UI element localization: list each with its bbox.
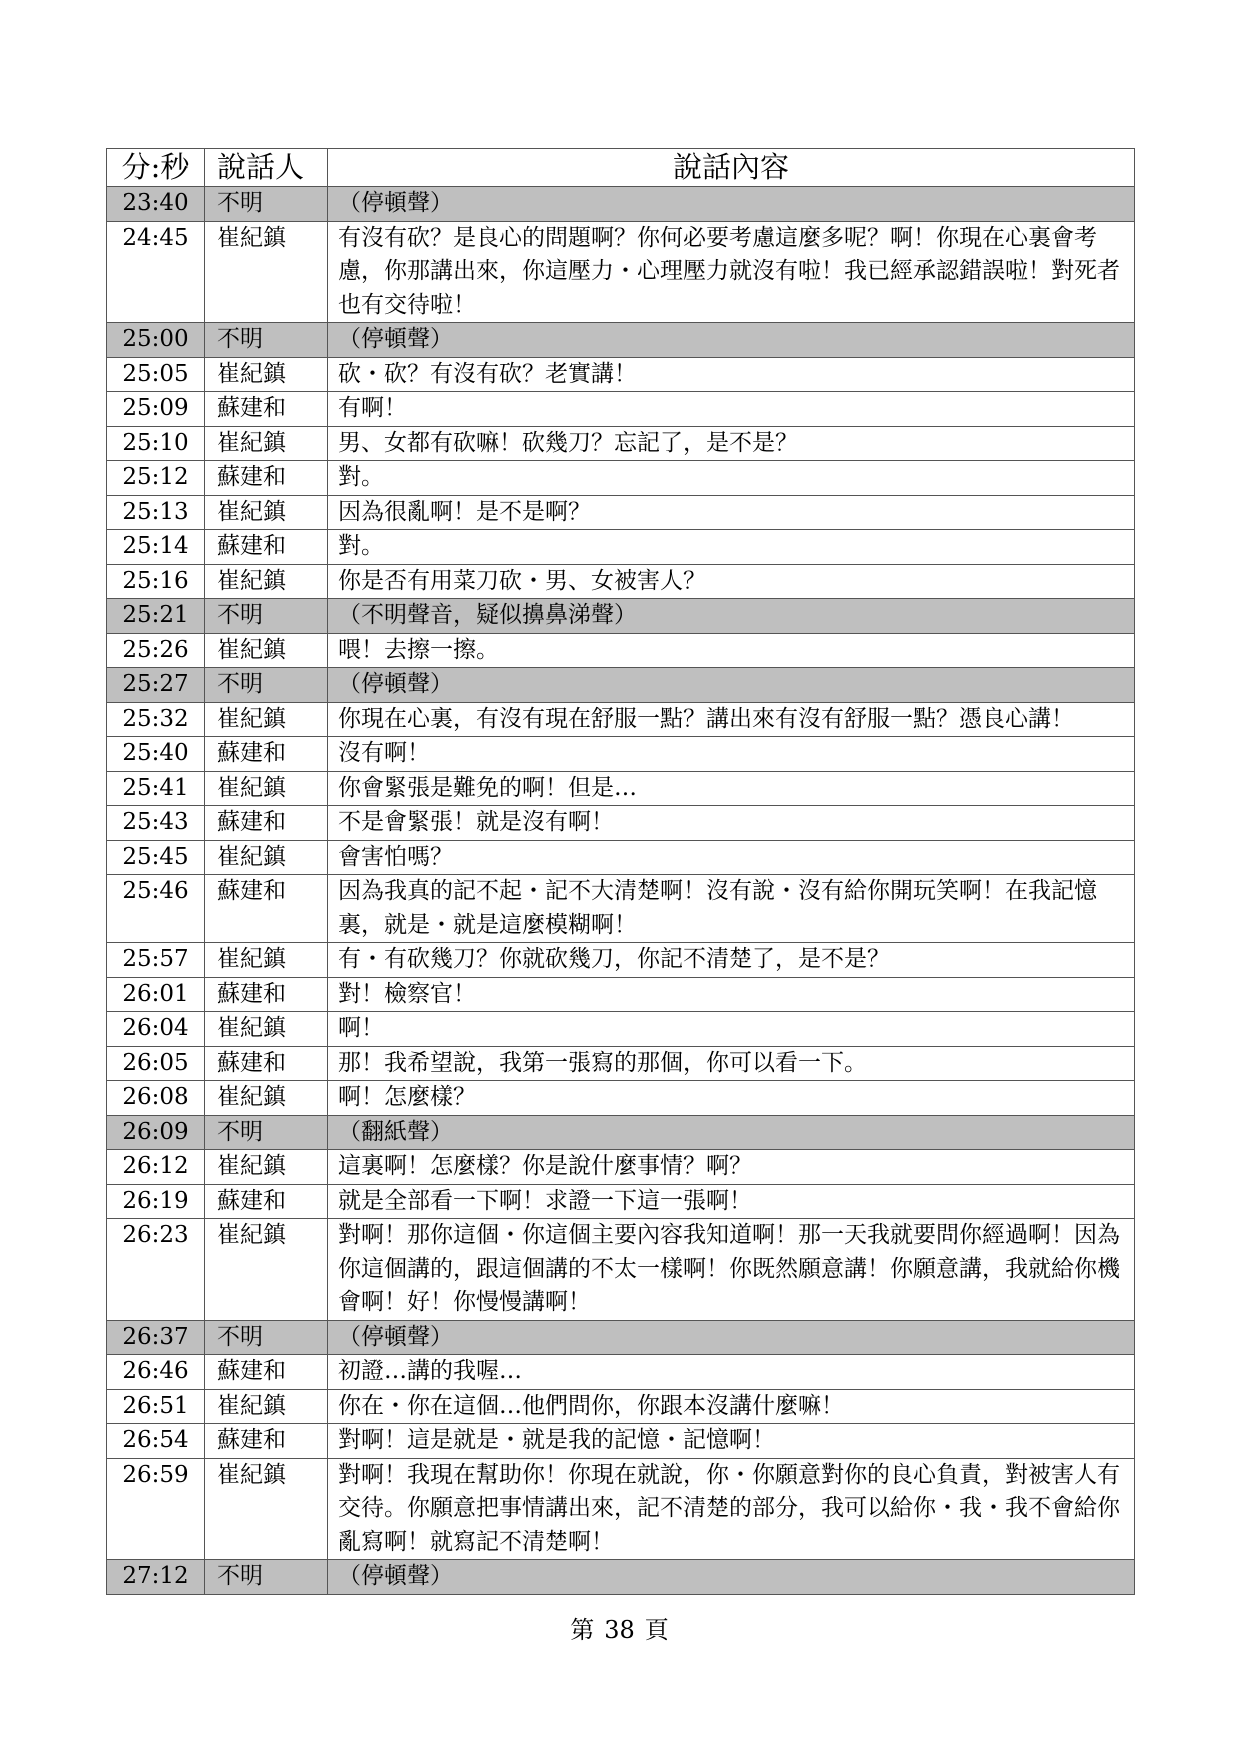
- page-number: 38: [604, 1616, 635, 1644]
- speaker-cell: 崔紀鎮: [205, 221, 328, 323]
- time-cell: 26:23: [107, 1219, 205, 1321]
- speaker-cell: 崔紀鎮: [205, 357, 328, 392]
- content-cell: （停頓聲）: [328, 1320, 1135, 1355]
- time-cell: 25:14: [107, 530, 205, 565]
- content-cell: 你是否有用菜刀砍・男、女被害人？: [328, 564, 1135, 599]
- speaker-cell: 崔紀鎮: [205, 495, 328, 530]
- speaker-cell: 崔紀鎮: [205, 1219, 328, 1321]
- table-row: [107, 426, 1135, 461]
- content-cell: （不明聲音，疑似擤鼻涕聲）: [328, 599, 1135, 634]
- speaker-cell: 崔紀鎮: [205, 840, 328, 875]
- table-row: [107, 1219, 1135, 1321]
- speaker-cell: 不明: [205, 668, 328, 703]
- table-row: [107, 1389, 1135, 1424]
- content-cell: 啊！: [328, 1012, 1135, 1047]
- table-row: [107, 392, 1135, 427]
- time-cell: 25:32: [107, 702, 205, 737]
- page-footer: [0, 1610, 1239, 1645]
- speaker-cell: 崔紀鎮: [205, 426, 328, 461]
- table-row: [107, 1012, 1135, 1047]
- table-row: [107, 495, 1135, 530]
- table-row: [107, 1355, 1135, 1390]
- content-cell: 啊！怎麼樣？: [328, 1081, 1135, 1116]
- speaker-cell: 蘇建和: [205, 1184, 328, 1219]
- content-cell: 會害怕嗎？: [328, 840, 1135, 875]
- content-cell: 有沒有砍？是良心的問題啊？你何必要考慮這麼多呢？啊！你現在心裏會考慮，你那講出來，你這壓力・心理壓力就沒有啦！我已經承認錯誤啦！對死者也有交待啦！: [328, 221, 1135, 323]
- speaker-cell: 不明: [205, 187, 328, 222]
- content-cell: 男、女都有砍嘛！砍幾刀？忘記了，是不是？: [328, 426, 1135, 461]
- speaker-cell: 崔紀鎮: [205, 1012, 328, 1047]
- content-cell: 不是會緊張！就是沒有啊！: [328, 806, 1135, 841]
- speaker-cell: 蘇建和: [205, 392, 328, 427]
- content-cell: 對啊！這是就是・就是我的記憶・記憶啊！: [328, 1424, 1135, 1459]
- header-row: [107, 149, 1135, 187]
- time-cell: 26:37: [107, 1320, 205, 1355]
- content-cell: 這裏啊！怎麼樣？你是說什麼事情？啊？: [328, 1150, 1135, 1185]
- content-cell: 你會緊張是難免的啊！但是…: [328, 771, 1135, 806]
- speaker-cell: 崔紀鎮: [205, 1389, 328, 1424]
- table-row-pause: [107, 1115, 1135, 1150]
- time-cell: 24:45: [107, 221, 205, 323]
- time-cell: 25:05: [107, 357, 205, 392]
- content-cell: （停頓聲）: [328, 323, 1135, 358]
- speaker-cell: 崔紀鎮: [205, 771, 328, 806]
- time-cell: 26:51: [107, 1389, 205, 1424]
- speaker-cell: 不明: [205, 599, 328, 634]
- time-cell: 26:12: [107, 1150, 205, 1185]
- table-row-pause: [107, 1560, 1135, 1595]
- content-cell: （停頓聲）: [328, 1560, 1135, 1595]
- time-cell: 26:08: [107, 1081, 205, 1116]
- header-time: 分:秒: [107, 149, 205, 187]
- content-cell: 你現在心裏，有沒有現在舒服一點？講出來有沒有舒服一點？憑良心講！: [328, 702, 1135, 737]
- content-cell: 對。: [328, 530, 1135, 565]
- speaker-cell: 崔紀鎮: [205, 702, 328, 737]
- table-row: [107, 1458, 1135, 1560]
- time-cell: 26:09: [107, 1115, 205, 1150]
- table-row-pause: [107, 668, 1135, 703]
- content-cell: 砍・砍？有沒有砍？老實講！: [328, 357, 1135, 392]
- content-cell: 因為很亂啊！是不是啊？: [328, 495, 1135, 530]
- speaker-cell: 蘇建和: [205, 1046, 328, 1081]
- table-row: [107, 221, 1135, 323]
- speaker-cell: 蘇建和: [205, 977, 328, 1012]
- time-cell: 26:46: [107, 1355, 205, 1390]
- table-row: [107, 875, 1135, 943]
- time-cell: 25:00: [107, 323, 205, 358]
- speaker-cell: 蘇建和: [205, 461, 328, 496]
- speaker-cell: 蘇建和: [205, 1355, 328, 1390]
- table-row-pause: [107, 187, 1135, 222]
- time-cell: 25:16: [107, 564, 205, 599]
- time-cell: 25:21: [107, 599, 205, 634]
- table-row: [107, 737, 1135, 772]
- time-cell: 25:12: [107, 461, 205, 496]
- speaker-cell: 崔紀鎮: [205, 1150, 328, 1185]
- speaker-cell: 不明: [205, 1320, 328, 1355]
- time-cell: 26:59: [107, 1458, 205, 1560]
- time-cell: 25:46: [107, 875, 205, 943]
- time-cell: 26:04: [107, 1012, 205, 1047]
- content-cell: 對。: [328, 461, 1135, 496]
- page-label-suffix: 頁: [644, 1616, 669, 1644]
- table-row: [107, 1081, 1135, 1116]
- speaker-cell: 蘇建和: [205, 806, 328, 841]
- table-row: [107, 461, 1135, 496]
- table-row: [107, 1150, 1135, 1185]
- header-speaker: 說話人: [205, 149, 328, 187]
- table-row: [107, 633, 1135, 668]
- content-cell: （停頓聲）: [328, 668, 1135, 703]
- content-cell: 初證…講的我喔…: [328, 1355, 1135, 1390]
- speaker-cell: 不明: [205, 1560, 328, 1595]
- content-cell: 對啊！我現在幫助你！你現在就說，你・你願意對你的良心負責，對被害人有交待。你願意把事情講出來，記不清楚的部分，我可以給你・我・我不會給你亂寫啊！就寫記不清楚啊！: [328, 1458, 1135, 1560]
- header-content: 說話內容: [328, 149, 1135, 187]
- table-row: [107, 771, 1135, 806]
- table-row: [107, 1046, 1135, 1081]
- transcript-table: [106, 148, 1135, 1595]
- speaker-cell: 蘇建和: [205, 737, 328, 772]
- content-cell: （翻紙聲）: [328, 1115, 1135, 1150]
- table-row: [107, 1424, 1135, 1459]
- table-row: [107, 530, 1135, 565]
- speaker-cell: 不明: [205, 323, 328, 358]
- time-cell: 25:13: [107, 495, 205, 530]
- time-cell: 26:05: [107, 1046, 205, 1081]
- speaker-cell: 崔紀鎮: [205, 943, 328, 978]
- time-cell: 27:12: [107, 1560, 205, 1595]
- content-cell: 對！檢察官！: [328, 977, 1135, 1012]
- speaker-cell: 崔紀鎮: [205, 564, 328, 599]
- speaker-cell: 崔紀鎮: [205, 1081, 328, 1116]
- table-row: [107, 943, 1135, 978]
- content-cell: 有・有砍幾刀？你就砍幾刀，你記不清楚了，是不是？: [328, 943, 1135, 978]
- content-cell: 那！我希望說，我第一張寫的那個，你可以看一下。: [328, 1046, 1135, 1081]
- time-cell: 25:40: [107, 737, 205, 772]
- table-row: [107, 977, 1135, 1012]
- speaker-cell: 崔紀鎮: [205, 633, 328, 668]
- speaker-cell: 崔紀鎮: [205, 1458, 328, 1560]
- content-cell: 因為我真的記不起・記不大清楚啊！沒有說・沒有給你開玩笑啊！在我記憶裏，就是・就是這麼模糊啊！: [328, 875, 1135, 943]
- time-cell: 25:09: [107, 392, 205, 427]
- time-cell: 25:41: [107, 771, 205, 806]
- time-cell: 25:27: [107, 668, 205, 703]
- time-cell: 25:10: [107, 426, 205, 461]
- time-cell: 25:26: [107, 633, 205, 668]
- speaker-cell: 不明: [205, 1115, 328, 1150]
- time-cell: 26:54: [107, 1424, 205, 1459]
- time-cell: 26:01: [107, 977, 205, 1012]
- table-row-pause: [107, 323, 1135, 358]
- time-cell: 23:40: [107, 187, 205, 222]
- transcript-body: [107, 187, 1135, 1595]
- content-cell: 你在・你在這個…他們問你，你跟本沒講什麼嘛！: [328, 1389, 1135, 1424]
- content-cell: 對啊！那你這個・你這個主要內容我知道啊！那一天我就要問你經過啊！因為你這個講的，跟這個講的不太一樣啊！你既然願意講！你願意講，我就給你機會啊！好！你慢慢講啊！: [328, 1219, 1135, 1321]
- table-row-pause: [107, 599, 1135, 634]
- table-row: [107, 840, 1135, 875]
- table-row: [107, 702, 1135, 737]
- table-row: [107, 1184, 1135, 1219]
- speaker-cell: 蘇建和: [205, 530, 328, 565]
- content-cell: 喂！去擦一擦。: [328, 633, 1135, 668]
- speaker-cell: 蘇建和: [205, 875, 328, 943]
- table-row: [107, 806, 1135, 841]
- page-label-prefix: 第: [570, 1616, 595, 1644]
- time-cell: 25:45: [107, 840, 205, 875]
- time-cell: 26:19: [107, 1184, 205, 1219]
- table-row: [107, 357, 1135, 392]
- time-cell: 25:43: [107, 806, 205, 841]
- content-cell: 就是全部看一下啊！求證一下這一張啊！: [328, 1184, 1135, 1219]
- content-cell: （停頓聲）: [328, 187, 1135, 222]
- content-cell: 有啊！: [328, 392, 1135, 427]
- speaker-cell: 蘇建和: [205, 1424, 328, 1459]
- table-row-pause: [107, 1320, 1135, 1355]
- content-cell: 沒有啊！: [328, 737, 1135, 772]
- time-cell: 25:57: [107, 943, 205, 978]
- table-row: [107, 564, 1135, 599]
